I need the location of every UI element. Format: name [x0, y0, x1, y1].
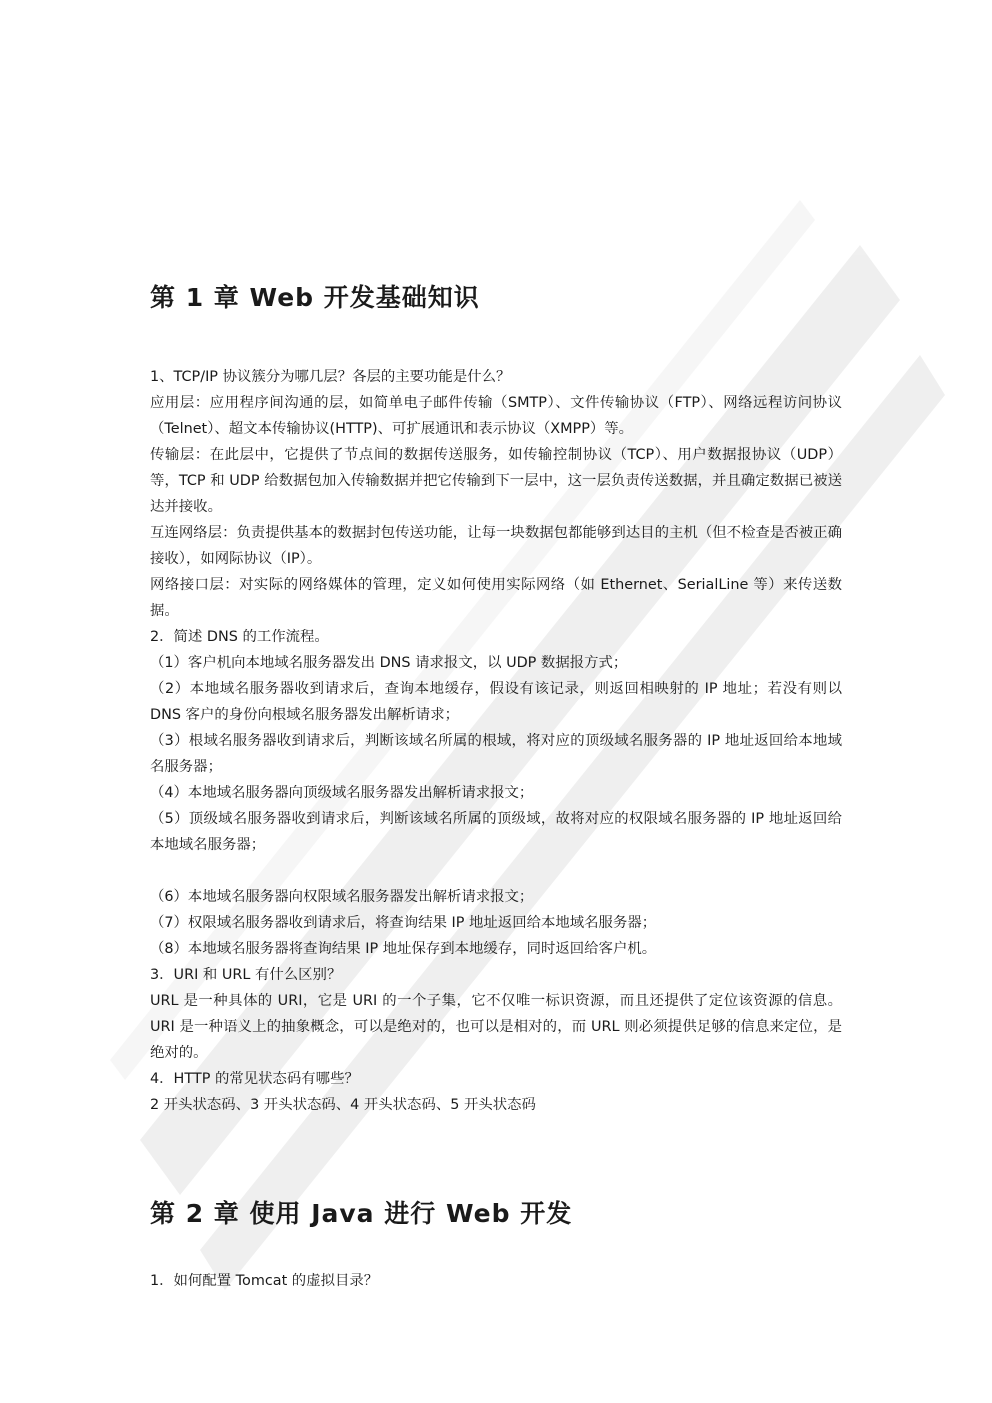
- paragraph: （6）本地域名服务器向权限域名服务器发出解析请求报文；: [150, 889, 534, 905]
- paragraph: 2 开头状态码、3 开头状态码、4 开头状态码、5 开头状态码: [150, 1097, 536, 1113]
- paragraph: （8）本地域名服务器将查询结果 IP 地址保存到本地缓存，同时返回给客户机。: [150, 941, 657, 957]
- paragraph: （3）根域名服务器收到请求后，判断该域名所属的根域，将对应的顶级域名服务器的 IP 地址返回给本地域名服务器；: [150, 733, 842, 775]
- paragraph: 应用层：应用程序间沟通的层，如简单电子邮件传输（SMTP）、文件传输协议（FTP）、网络远程访问协议（Telnet）、超文本传输协议(HTTP)、可扩展通讯和表示协议（XMPP）等。: [150, 395, 842, 437]
- paragraph: （7）权限域名服务器收到请求后，将查询结果 IP 地址返回给本地域名服务器；: [150, 915, 657, 931]
- chapter-2-title: 第 2 章 使用 Java 进行 Web 开发: [150, 1199, 573, 1228]
- paragraph: 4．HTTP 的常见状态码有哪些？: [150, 1071, 359, 1087]
- document-page: [150, 278, 842, 1294]
- paragraph: （2）本地域名服务器收到请求后，查询本地缓存，假设有该记录，则返回相映射的 IP 地址；若没有则以 DNS 客户的身份向根域名服务器发出解析请求；: [150, 681, 842, 723]
- paragraph: 传输层：在此层中，它提供了节点间的数据传送服务，如传输控制协议（TCP）、用户数据报协议（UDP）等，TCP 和 UDP 给数据包加入传输数据并把它传输到下一层中，这一层负责传送数据，并且确定数据已被送达并接收。: [150, 447, 842, 515]
- paragraph: 互连网络层：负责提供基本的数据封包传送功能，让每一块数据包都能够到达目的主机（但不检查是否被正确接收），如网际协议（IP）。: [150, 525, 842, 567]
- paragraph: （4）本地域名服务器向顶级域名服务器发出解析请求报文；: [150, 785, 534, 801]
- paragraph: 2．简述 DNS 的工作流程。: [150, 629, 329, 645]
- paragraph: 3．URI 和 URL 有什么区别？: [150, 967, 342, 983]
- paragraph: （1）客户机向本地域名服务器发出 DNS 请求报文，以 UDP 数据报方式；: [150, 655, 628, 671]
- paragraph: （5）顶级域名服务器收到请求后，判断该域名所属的顶级域，故将对应的权限域名服务器的 IP 地址返回给本地域名服务器；: [150, 811, 842, 853]
- paragraph: 1、TCP/IP 协议簇分为哪几层？各层的主要功能是什么？: [150, 369, 511, 385]
- paragraph: 网络接口层：对实际的网络媒体的管理，定义如何使用实际网络（如 Ethernet、SerialLine 等）来传送数据。: [150, 577, 842, 619]
- paragraph: URL 是一种具体的 URI，它是 URI 的一个子集，它不仅唯一标识资源，而且还提供了定位该资源的信息。URI 是一种语义上的抽象概念，可以是绝对的，也可以是相对的，而 URL 则必须提供足够的信息来定位，是绝对的。: [150, 993, 842, 1061]
- chapter-1-title: 第 1 章 Web 开发基础知识: [150, 283, 480, 312]
- paragraph: 1．如何配置 Tomcat 的虚拟目录？: [150, 1273, 379, 1289]
